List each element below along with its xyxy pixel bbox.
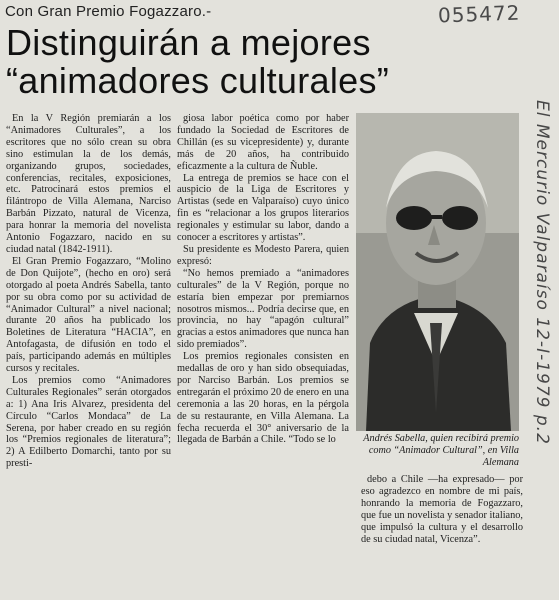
- article-column-2: [177, 113, 349, 446]
- article-column-3: [361, 474, 523, 545]
- portrait-photo: [356, 113, 519, 431]
- column2-paragraph: “No hemos premiado a “animadores culturales” de la V Región, porque no estaría bien empezar por premiarnos nosotros mismos... Podría decirse que, en provincia, no hay “apagón cultural” gracias a estos animadores que nunca han sido premiados”.: [177, 267, 349, 351]
- headline-line-1: Distinguirán a mejores: [6, 22, 371, 63]
- column1-paragraph: El Gran Premio Fogazzaro, “Molino de Don Quijote”, (hecho en oro) será otorgado al poeta Andrés Sabella, tanto por su obra como por su actividad de “Animador Cultural” a nivel nacional; durante 20 años ha publicado los Boletines de Literatura “HACIA”, en Antofagasta, de difusión en todo el país, participando además en múltiples cursos y recitales.: [6, 255, 171, 375]
- photo-caption: Andrés Sabella, quien recibirá premio como “Animador Cultural”, en Villa Alemana: [363, 433, 519, 468]
- handwritten-source-note: El Mercurio Valparaíso 12-I-1979 p.2: [532, 100, 552, 445]
- column2-paragraph: giosa labor poética como por haber fundado la Sociedad de Escritores de Chillán (es su vicepresidente) y, durante más de 20 años, ha contribuido eficazmente a la cultura de Ñuble.: [177, 113, 349, 172]
- handwritten-margin-note: [518, 100, 558, 500]
- headline-line-2: “animadores culturales”: [6, 60, 390, 101]
- column1-paragraph: Los premios como “Animadores Culturales Regionales” serán otorgados a: 1) Ana Iris Alvarez, presidenta del Círculo “Carlos Mondaca” de La Serena, por haber creado en su región los “Premios regionales de literatura”; 2) A Edilberto Domarchi, tanto por su presti-: [6, 374, 171, 470]
- column2-paragraph: La entrega de premios se hace con el auspicio de la Liga de Escritores y Artistas (sede en Valparaíso) cuyo único fin es “relacionar a los grupos literarios regionales y estimular su labor, dando a conocer a escritores y artistas”.: [177, 172, 349, 244]
- column2-paragraph: Los premios regionales consisten en medallas de oro y han sido obsequiadas, por Narciso Barbán. Los premios se entregarán el próximo 20 de enero en una ceremonia a las 20 horas, en la pérgola de su restaurante, en Villa Alemana. La fecha recuerda el 30° aniversario de la llegada de Barbán a Chile. “Todo se lo: [177, 351, 349, 446]
- kicker: Con Gran Premio Fogazzaro.-: [5, 3, 212, 20]
- column3-paragraph: debo a Chile —ha expresado— por eso agradezco en nombre de mi país, honrando la memoria de Fogazzaro, que fue un novelista y senador italiano, que impulsó la cultura y el desarrollo de su ciudad natal, Vicenza”.: [361, 474, 523, 545]
- column1-paragraph: En la V Región premiarán a los “Animadores Culturales”, a los escritores que no sólo crean su obra sino estimulan la de los demás, organizando grupos, sociedades, conferencias, recitales, exposiciones, etc. Patrocinará estos premios el filántropo de Villa Alemana, Narciso Barbán Pizzato, natural de Vicenza, para honrar la memoria del novelista Antonio Fogazzaro, nacido en su ciudad natal (1842-1911).: [6, 113, 171, 255]
- headline: [6, 24, 506, 100]
- column2-paragraph: Su presidente es Modesto Parera, quien expresó:: [177, 243, 349, 267]
- catalog-number-stamp: 055472: [437, 0, 521, 28]
- article-column-1: [6, 113, 171, 470]
- portrait-illustration: [356, 113, 519, 431]
